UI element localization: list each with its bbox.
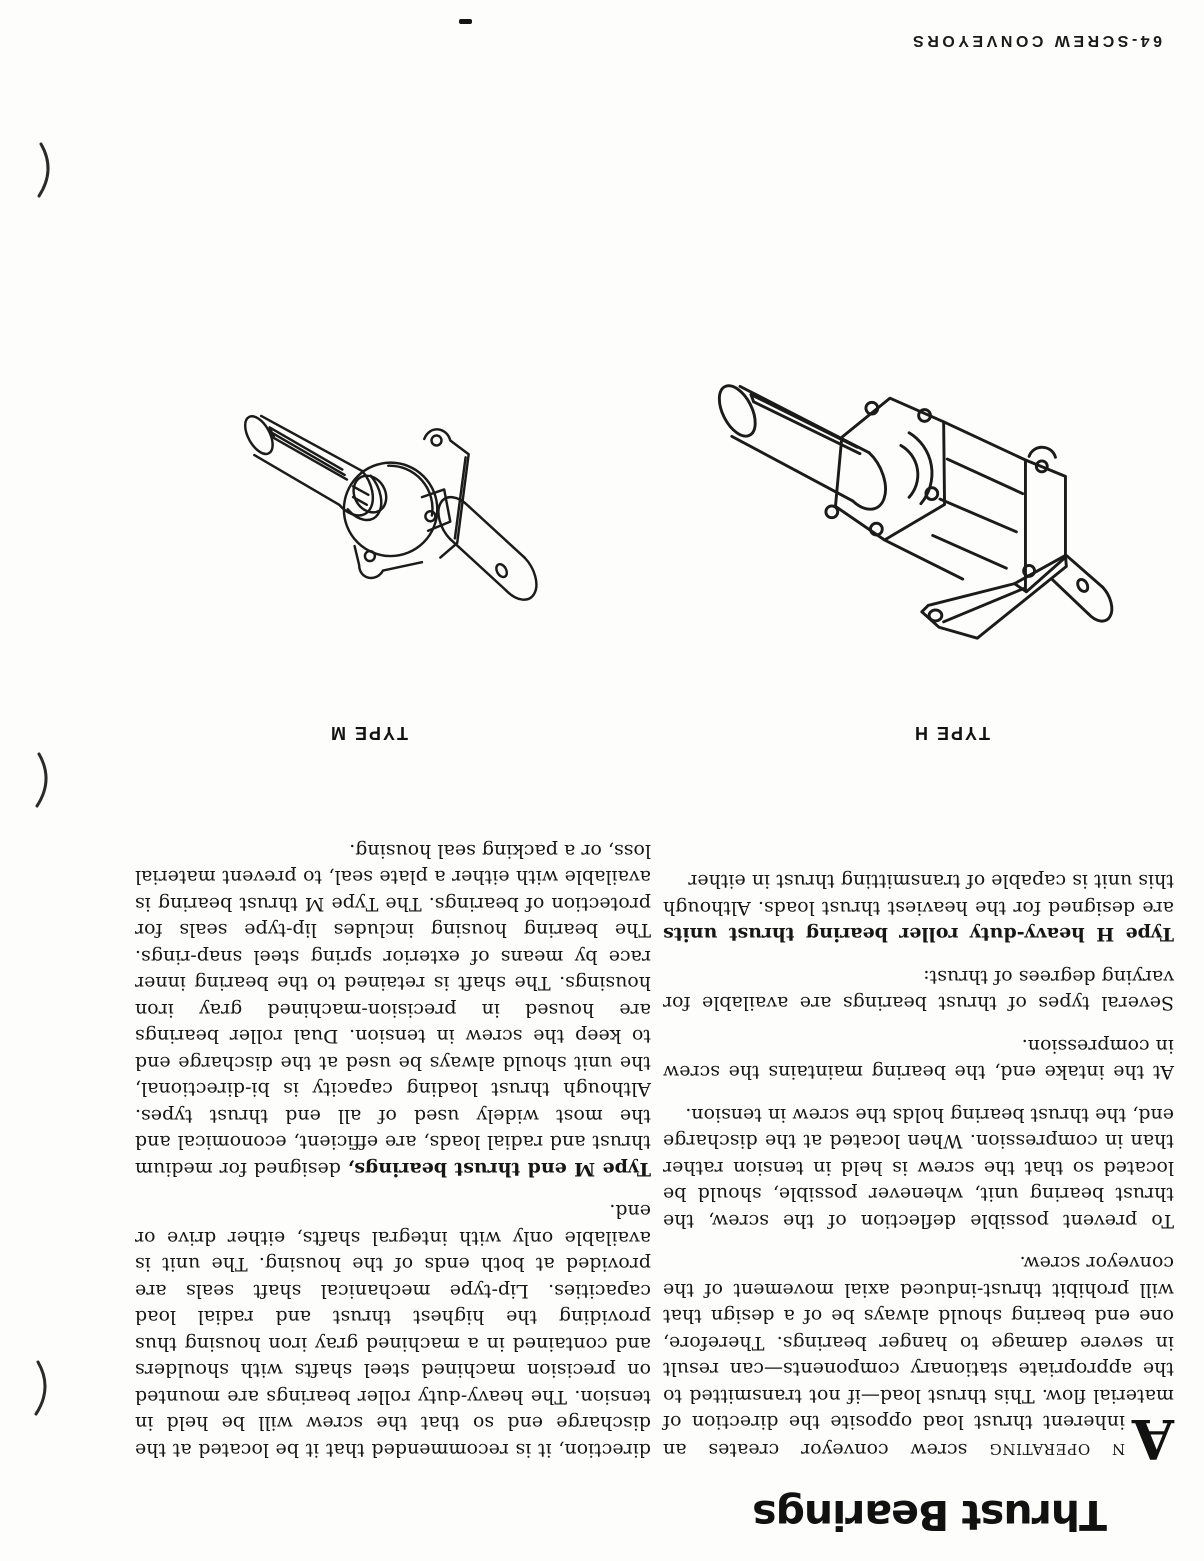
scan-curl-mark-icon <box>33 141 58 199</box>
bold-lead: Type H heavy-duty roller bearing thrust units <box>663 923 1174 946</box>
type-h-bearing-illustration <box>698 350 1122 650</box>
smallcaps-lead: N OPERATING <box>989 1440 1126 1458</box>
running-header: 64-SCREW CONVEYORS <box>909 32 1162 49</box>
text-column-1 <box>663 852 1174 1471</box>
paragraph-text: screw conveyor creates an inherent thrust load opposite the direction of material flow. This thrust load—if not transmitted to the appropriate stationary components—can result in severe damage to hanger bearings. Therefore, one end bearing should always be of a design that will prohibit thrust-induced axial movement of the conveyor screw. <box>663 1252 1174 1461</box>
paragraph <box>663 964 1174 1017</box>
paragraph-type-h <box>663 868 1174 948</box>
paragraph-text: are designed for the heaviest thrust loads. Although this unit is capable of transmitting thrust in either <box>663 870 1174 919</box>
type-m-bearing-illustration <box>238 393 560 615</box>
figure-label-type-m: TYPE M <box>328 723 408 743</box>
paragraph-intro <box>663 1250 1174 1471</box>
paragraph-text: direction, it is recommended that it be located at the discharge end so that the screw will be held in tension. The heavy-duty roller bearings are mounted on precision machined steel shafts with shoulders and contained in a machined gray iron housing thus providing the highest thrust and radial load capacities. Lip-type mechanical shaft seals are provided at both ends of the housing. The unit is available only with integral shafts, either drive or end. <box>135 1200 651 1461</box>
paragraph-text: designed for medium thrust and radial loads, are efficient, economical and the most widely used of all end thrust types. Although thrust loading capacity is bi-directional, the unit should always be used at the discharge end to keep the screw in tension. Dual roller bearings are housed in precision-machined gray iron housings. The shaft is retained to the bearing inner race by means of exterior spring steel snap-rings. The bearing housing includes lip-type seals for protection of bearings. The Type M thrust bearing is available with either a plate seal, to prevent material loss, or a packing seal housing. <box>135 840 651 1180</box>
fold-dash-mark <box>459 19 472 24</box>
type-m-bearing-drawing <box>238 393 560 615</box>
type-h-bearing-drawing <box>698 350 1122 650</box>
dropcap-letter: A <box>1132 1407 1174 1471</box>
paragraph <box>663 1102 1174 1235</box>
paragraph-text: Several types of thrust bearings are available for varying degrees of thrust: <box>663 966 1174 1015</box>
scan-curl-mark-icon <box>31 751 56 809</box>
page-title: Thrust Bearings <box>753 1491 1107 1539</box>
scan-curl-mark-icon <box>30 1359 55 1417</box>
text-column-2 <box>135 822 651 1464</box>
figure-label-type-h: TYPE H <box>912 723 990 743</box>
bold-lead: Type M end thrust bearings, <box>347 1158 651 1180</box>
paragraph-text: To prevent possible deflection of the screw, the thrust bearing unit, whenever possible, should be located so that the screw is held in tension rather than in compression. When located at the discharge end, the thrust bearing holds the screw in tension. <box>663 1104 1174 1232</box>
paragraph-type-m <box>135 838 651 1183</box>
paragraph-text: At the intake end, the bearing maintains the screw in compression. <box>663 1035 1174 1084</box>
paragraph <box>135 1198 651 1463</box>
paragraph <box>663 1033 1174 1086</box>
